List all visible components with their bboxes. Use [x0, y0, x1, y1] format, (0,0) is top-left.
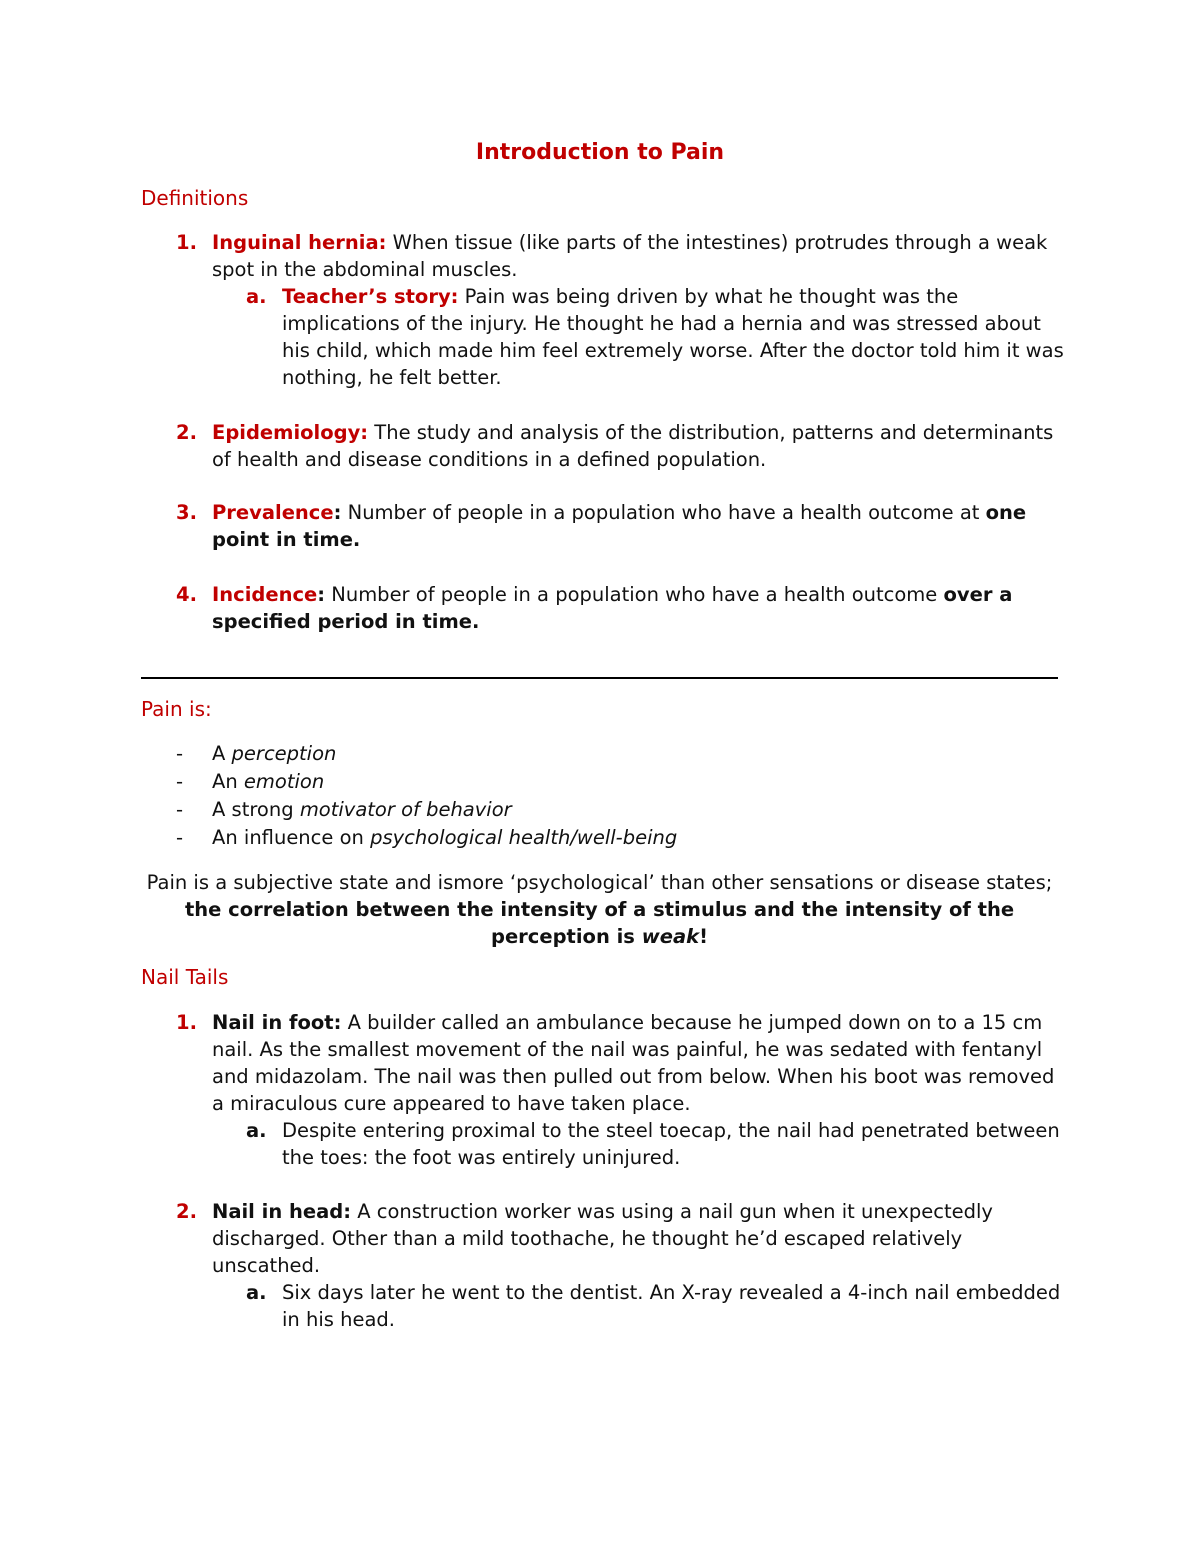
nail-text: A construction worker was using a nail gun when it unexpectedly discharged. Other than a mild toothache, he thought he’d escaped relatively unscathed. — [212, 1200, 993, 1277]
definition-item-3 — [176, 499, 1066, 553]
horizontal-divider — [141, 677, 1058, 679]
definition-term: Incidence — [212, 583, 318, 606]
bullet-dash: - — [176, 826, 184, 849]
page-title: Introduction to Pain — [475, 140, 725, 165]
bullet-emphasis: emotion — [243, 770, 325, 793]
list-letter: a. — [246, 1281, 267, 1304]
definition-text: Number of people in a population who have a health outcome — [325, 583, 944, 606]
bullet-emphasis: perception — [231, 742, 337, 765]
bullet-text: A strong — [212, 798, 300, 821]
list-number: 4. — [176, 583, 197, 606]
nail-subitem-1a — [246, 1117, 1066, 1171]
definitions-heading: Definitions — [141, 186, 249, 210]
bullet-text: An influence on — [212, 826, 371, 849]
bullet-emphasis: psychological health/well-being — [370, 826, 678, 849]
bullet-emphasis: motivator of behavior — [299, 798, 512, 821]
definition-item-1 — [176, 229, 1066, 283]
pain-is-heading: Pain is: — [141, 697, 212, 721]
bullet-text: An — [212, 770, 244, 793]
nail-tails-heading: Nail Tails — [141, 965, 229, 989]
definition-text: When tissue (like parts of the intestines) protrudes through a weak spot in the abdominal muscles. — [212, 231, 1048, 281]
bullet-dash: - — [176, 770, 184, 793]
definition-emphasis: over a specified period in time. — [212, 583, 1013, 633]
definition-subitem-1a — [246, 283, 1066, 391]
nail-text: A builder called an ambulance because he jumped down on to a 15 cm nail. As the smallest movement of the nail was painful, he was sedated with fentanyl and midazolam. The nail was then pulled out from below. When his boot was removed a miraculous cure appeared to have taken place. — [212, 1011, 1055, 1115]
bullet-text: A — [212, 742, 232, 765]
nail-subtext: Despite entering proximal to the steel toecap, the nail had penetrated between the toes: the foot was entirely uninjured. — [282, 1119, 1060, 1169]
list-number: 1. — [176, 1011, 197, 1034]
nail-term: Nail in head: — [212, 1200, 352, 1223]
definition-subterm: Teacher’s story: — [282, 285, 459, 308]
bullet-dash: - — [176, 798, 184, 821]
nail-item-2 — [176, 1198, 1066, 1279]
definition-emphasis: one point in time. — [212, 501, 1027, 551]
list-number: 2. — [176, 1200, 197, 1223]
paragraph-end: ! — [699, 925, 708, 948]
definition-text: The study and analysis of the distribution, patterns and determinants of health and disease conditions in a defined population. — [212, 421, 1054, 471]
definition-term: Prevalence — [212, 501, 334, 524]
definition-term: Epidemiology: — [212, 421, 369, 444]
definition-item-4 — [176, 581, 1066, 635]
nail-subitem-2a — [246, 1279, 1066, 1333]
definition-text: Number of people in a population who have a health outcome at — [341, 501, 986, 524]
paragraph-text: Pain is a subjective state and ismore ‘psychological’ than other sensations or disease states; — [146, 871, 1053, 894]
nail-subtext: Six days later he went to the dentist. An X-ray revealed a 4-inch nail embedded in his head. — [282, 1281, 1061, 1331]
definition-item-2 — [176, 419, 1066, 473]
bullet-dash: - — [176, 742, 184, 765]
nail-item-1 — [176, 1009, 1066, 1117]
paragraph-bold-italic: weak — [641, 925, 700, 948]
list-letter: a. — [246, 1119, 267, 1142]
definition-subtext: Pain was being driven by what he thought was the implications of the injury. He thought he had a hernia and was stressed about his child, which made him feel extremely worse. After the doctor told him it was nothing, he felt better. — [282, 285, 1064, 389]
definition-colon: : — [333, 501, 342, 524]
list-number: 3. — [176, 501, 197, 524]
pain-summary-paragraph — [141, 869, 1058, 950]
definition-term: Inguinal hernia: — [212, 231, 387, 254]
nail-term: Nail in foot: — [212, 1011, 342, 1034]
list-number: 1. — [176, 231, 197, 254]
list-number: 2. — [176, 421, 197, 444]
definition-colon: : — [317, 583, 326, 606]
list-letter: a. — [246, 285, 267, 308]
paragraph-bold: the correlation between the intensity of a stimulus and the intensity of the perception is — [184, 898, 1015, 948]
